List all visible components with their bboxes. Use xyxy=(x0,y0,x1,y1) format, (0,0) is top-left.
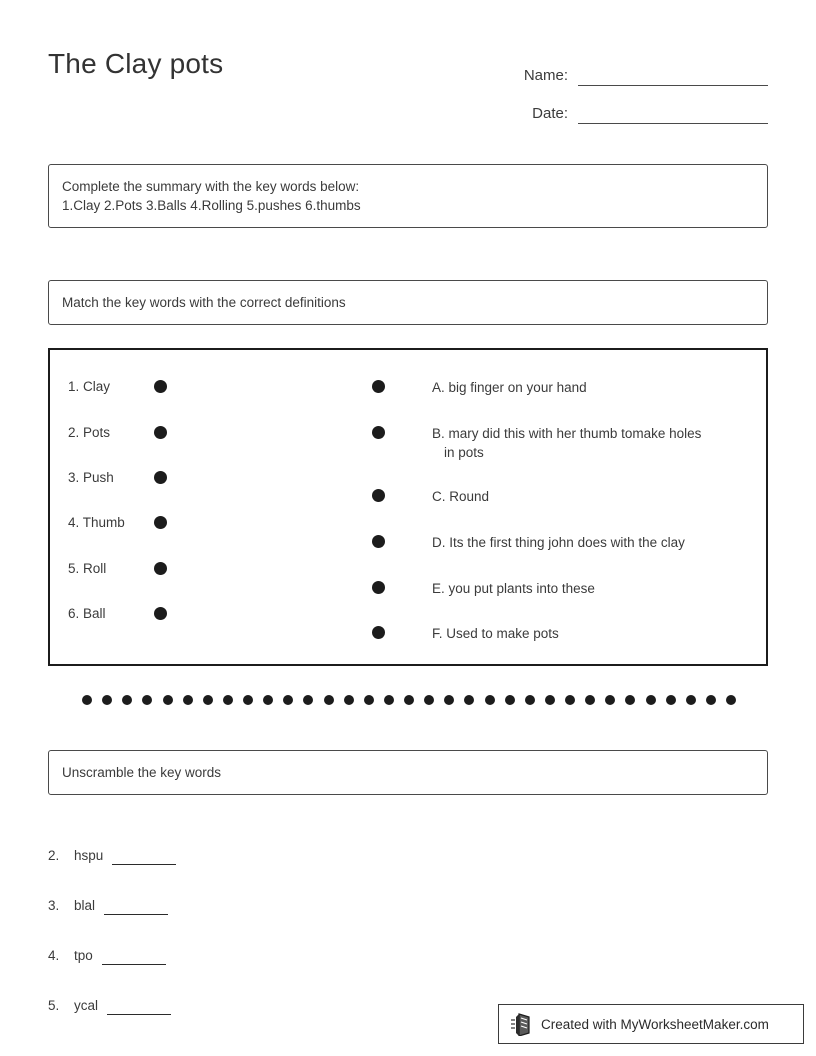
divider-dot-icon xyxy=(364,695,374,705)
page-title: The Clay pots xyxy=(48,48,224,79)
divider-dot-icon xyxy=(243,695,253,705)
match-definition-row[interactable] xyxy=(372,424,767,460)
match-definition-dot-icon[interactable] xyxy=(372,626,385,639)
match-definition-row[interactable] xyxy=(372,378,767,398)
footer-attribution-text: Created with MyWorksheetMaker.com xyxy=(541,1016,769,1032)
match-definition-text: F. Used to make pots xyxy=(432,626,559,641)
divider-dot-icon xyxy=(263,695,273,705)
match-definition-row[interactable] xyxy=(372,624,767,644)
match-key-dot-icon[interactable] xyxy=(154,516,167,529)
summary-keyword-list: 1.Clay 2.Pots 3.Balls 4.Rolling 5.pushes 6.thumbs xyxy=(62,198,361,213)
divider-dot-icon xyxy=(183,695,193,705)
unscramble-item-word: ycal xyxy=(74,998,99,1013)
unscramble-item xyxy=(48,815,448,865)
match-definition-text: E. you put plants into these xyxy=(432,581,595,596)
name-row xyxy=(498,48,768,86)
divider-dot-icon xyxy=(404,695,414,705)
match-instruction-text: Match the key words with the correct definitions xyxy=(62,295,346,310)
match-definition-text xyxy=(418,424,750,462)
summary-instruction-line-1: Complete the summary with the key words below: xyxy=(62,179,360,194)
divider-dot-icon xyxy=(706,695,716,705)
divider-dot-icon xyxy=(545,695,555,705)
match-definition-text: D. Its the first thing john does with the clay xyxy=(432,535,685,550)
unscramble-item-word: hspu xyxy=(74,848,104,863)
match-key-row[interactable] xyxy=(68,605,368,625)
unscramble-item-word: blal xyxy=(74,898,96,913)
divider-dot-icon xyxy=(666,695,676,705)
date-label: Date: xyxy=(532,105,568,122)
divider-dot-icon xyxy=(122,695,132,705)
unscramble-item-word: tpo xyxy=(74,948,93,963)
match-definition-line-1: B. mary did this with her thumb tomake holes xyxy=(432,426,702,441)
divider-dot-icon xyxy=(525,695,535,705)
unscramble-list xyxy=(48,815,448,1015)
dotted-divider xyxy=(82,693,736,707)
divider-dot-icon xyxy=(324,695,334,705)
unscramble-item xyxy=(48,965,448,1015)
divider-dot-icon xyxy=(283,695,293,705)
match-key-label: 2. Pots xyxy=(68,425,111,440)
divider-dot-icon xyxy=(82,695,92,705)
matching-exercise-box xyxy=(48,348,768,666)
match-definition-text: A. big finger on your hand xyxy=(432,380,587,395)
divider-dot-icon xyxy=(605,695,615,705)
match-key-label: 3. Push xyxy=(68,470,114,485)
divider-dot-icon xyxy=(444,695,454,705)
match-definition-row[interactable] xyxy=(372,487,767,507)
match-key-row[interactable] xyxy=(68,514,368,534)
student-meta-block xyxy=(498,48,768,124)
divider-dot-icon xyxy=(485,695,495,705)
match-instruction-box xyxy=(48,280,768,325)
match-key-label: 4. Thumb xyxy=(68,515,125,530)
unscramble-item xyxy=(48,915,448,965)
unscramble-answer-line[interactable] xyxy=(112,850,176,865)
date-row xyxy=(498,86,768,124)
unscramble-item-number: 5. xyxy=(48,998,60,1013)
match-key-row[interactable] xyxy=(68,378,368,398)
match-definition-text: C. Round xyxy=(432,489,490,504)
divider-dot-icon xyxy=(163,695,173,705)
unscramble-answer-line[interactable] xyxy=(107,1000,171,1015)
footer-attribution-badge[interactable] xyxy=(498,1004,804,1044)
divider-dot-icon xyxy=(505,695,515,705)
divider-dot-icon xyxy=(464,695,474,705)
divider-dot-icon xyxy=(726,695,736,705)
unscramble-item xyxy=(48,865,448,915)
name-label: Name: xyxy=(523,67,568,84)
divider-dot-icon xyxy=(686,695,696,705)
match-definition-dot-icon[interactable] xyxy=(372,535,385,548)
unscramble-item-number: 3. xyxy=(48,898,60,913)
match-definition-row[interactable] xyxy=(372,579,767,599)
divider-dot-icon xyxy=(625,695,635,705)
match-key-label: 5. Roll xyxy=(68,561,107,576)
divider-dot-icon xyxy=(102,695,112,705)
divider-dot-icon xyxy=(585,695,595,705)
unscramble-instruction-text: Unscramble the key words xyxy=(62,765,222,780)
divider-dot-icon xyxy=(565,695,575,705)
match-key-row[interactable] xyxy=(68,424,368,444)
match-definition-dot-icon[interactable] xyxy=(372,426,385,439)
date-input-line[interactable] xyxy=(578,102,768,124)
match-key-row[interactable] xyxy=(68,469,368,489)
match-definition-line-2: in pots xyxy=(444,445,484,460)
divider-dot-icon xyxy=(384,695,394,705)
match-key-row[interactable] xyxy=(68,560,368,580)
match-key-dot-icon[interactable] xyxy=(154,607,167,620)
divider-dot-icon xyxy=(424,695,434,705)
summary-instruction-box xyxy=(48,164,768,228)
unscramble-answer-line[interactable] xyxy=(102,950,166,965)
unscramble-instruction-box xyxy=(48,750,768,795)
match-key-dot-icon[interactable] xyxy=(154,562,167,575)
match-definition-row[interactable] xyxy=(372,533,767,553)
worksheet-maker-logo-icon xyxy=(511,1012,533,1036)
match-key-dot-icon[interactable] xyxy=(154,471,167,484)
divider-dot-icon xyxy=(223,695,233,705)
divider-dot-icon xyxy=(142,695,152,705)
divider-dot-icon xyxy=(203,695,213,705)
unscramble-answer-line[interactable] xyxy=(104,900,168,915)
match-key-label: 6. Ball xyxy=(68,606,106,621)
unscramble-item-number: 4. xyxy=(48,948,60,963)
divider-dot-icon xyxy=(344,695,354,705)
unscramble-item-number: 2. xyxy=(48,848,60,863)
match-key-label: 1. Clay xyxy=(68,379,111,394)
match-key-dot-icon[interactable] xyxy=(154,380,167,393)
match-definition-dot-icon[interactable] xyxy=(372,489,385,502)
match-definition-dot-icon[interactable] xyxy=(372,380,385,393)
divider-dot-icon xyxy=(303,695,313,705)
match-definition-dot-icon[interactable] xyxy=(372,581,385,594)
name-input-line[interactable] xyxy=(578,64,768,86)
match-key-dot-icon[interactable] xyxy=(154,426,167,439)
divider-dot-icon xyxy=(646,695,656,705)
